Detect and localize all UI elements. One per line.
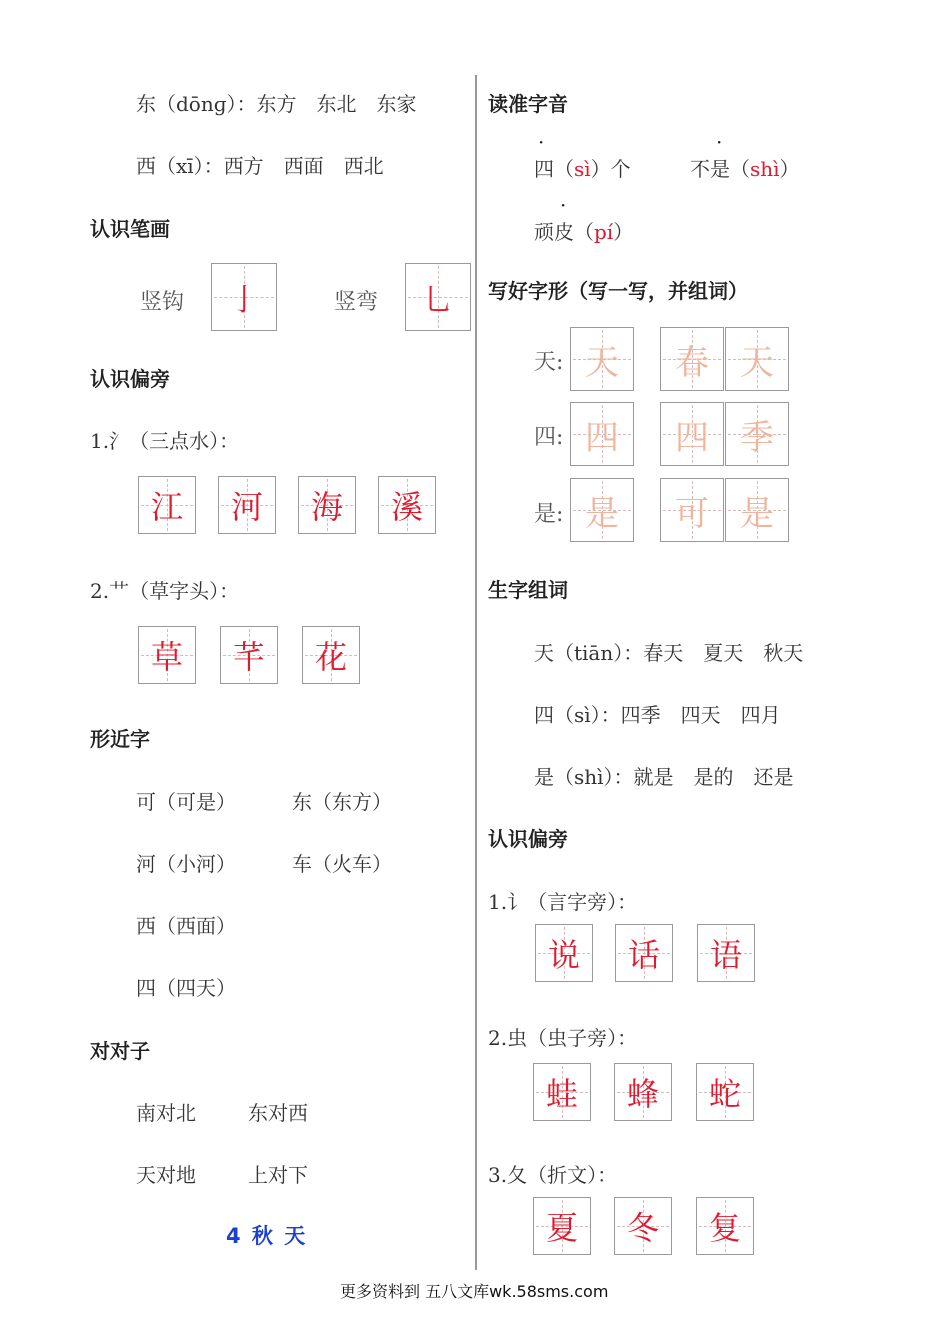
stroke2-box: 乚 bbox=[405, 263, 471, 331]
similar-item: 可（可是） bbox=[136, 790, 236, 814]
trace-box: 春 bbox=[660, 327, 724, 391]
pron3: 顽皮（pí） bbox=[534, 220, 634, 244]
trace-box: 天 bbox=[570, 327, 634, 391]
word-line: 四（sì）：四季 四天 四月 bbox=[534, 703, 781, 727]
word-line: 是（shì）：就是 是的 还是 bbox=[534, 765, 794, 789]
trace-box: 季 bbox=[725, 402, 789, 466]
similar-item: 西（西面） bbox=[136, 914, 236, 938]
radicals-heading-right: 认识偏旁 bbox=[488, 827, 568, 851]
dong-words: 东（dōnɡ）：东方 东北 东家 bbox=[136, 92, 417, 116]
stroke1-box: 亅 bbox=[211, 263, 277, 331]
char-box: 说 bbox=[535, 924, 593, 982]
char-box: 语 bbox=[697, 924, 755, 982]
pronounce-heading: 读准字音 bbox=[488, 92, 568, 116]
char-box: 河 bbox=[218, 476, 276, 534]
similar-heading: 形近字 bbox=[90, 727, 150, 751]
pron1: 四（sì）个 bbox=[534, 157, 631, 181]
similar-item: 河（小河） bbox=[136, 852, 236, 876]
pron2: 不是（shì） bbox=[690, 157, 800, 181]
trace-box: 可 bbox=[660, 478, 724, 542]
char-box: 蛇 bbox=[696, 1063, 754, 1121]
char-box: 草 bbox=[138, 626, 196, 684]
trace-box: 四 bbox=[570, 402, 634, 466]
emphasis-dot: · bbox=[716, 130, 723, 154]
radical-title: 1.讠（言字旁）： bbox=[488, 890, 638, 914]
word-line: 天（tiān）：春天 夏天 秋天 bbox=[534, 641, 804, 665]
char-box: 蜂 bbox=[614, 1063, 672, 1121]
trace-box: 是 bbox=[725, 478, 789, 542]
couplet-item: 上对下 bbox=[248, 1163, 308, 1187]
xi-words: 西（xī）：西方 西面 西北 bbox=[136, 154, 384, 178]
radicals-heading-left: 认识偏旁 bbox=[90, 367, 170, 391]
couplet-item: 天对地 bbox=[136, 1163, 196, 1187]
couplet-item: 南对北 bbox=[136, 1101, 196, 1125]
similar-item: 东（东方） bbox=[292, 790, 392, 814]
stroke1-label: 竖钩 bbox=[140, 290, 185, 315]
write-label: 天: bbox=[534, 350, 564, 375]
radical-title: 3.夂（折文）： bbox=[488, 1163, 618, 1187]
char-box: 江 bbox=[138, 476, 196, 534]
lesson-title: 4 秋 天 bbox=[226, 1224, 308, 1248]
radical-title: 2.虫（虫子旁）： bbox=[488, 1026, 638, 1050]
char-box: 复 bbox=[696, 1197, 754, 1255]
char-box: 溪 bbox=[378, 476, 436, 534]
emphasis-dot: · bbox=[538, 130, 545, 154]
couplet-heading: 对对子 bbox=[90, 1039, 150, 1063]
char-box: 话 bbox=[615, 924, 673, 982]
write-label: 是: bbox=[534, 502, 564, 527]
footer-source: 更多资料到 五八文库wk.58sms.com bbox=[340, 1282, 609, 1301]
char-box: 蛙 bbox=[533, 1063, 591, 1121]
strokes-heading: 认识笔画 bbox=[90, 217, 170, 241]
radical1-title: 1.氵（三点水）： bbox=[90, 429, 240, 453]
radical2-title: 2.艹（草字头）： bbox=[90, 579, 240, 603]
emphasis-dot: · bbox=[560, 193, 567, 217]
char-box: 夏 bbox=[533, 1197, 591, 1255]
couplet-item: 东对西 bbox=[248, 1101, 308, 1125]
char-box: 花 bbox=[302, 626, 360, 684]
char-box: 海 bbox=[298, 476, 356, 534]
stroke2-label: 竖弯 bbox=[334, 290, 379, 315]
write-heading: 写好字形（写一写，并组词） bbox=[488, 279, 748, 303]
column-divider bbox=[475, 75, 477, 1270]
similar-item: 车（火车） bbox=[292, 852, 392, 876]
trace-box: 四 bbox=[660, 402, 724, 466]
trace-box: 是 bbox=[570, 478, 634, 542]
words-heading: 生字组词 bbox=[488, 578, 568, 602]
write-label: 四: bbox=[534, 425, 564, 450]
trace-box: 天 bbox=[725, 327, 789, 391]
similar-item: 四（四天） bbox=[136, 976, 236, 1000]
char-box: 冬 bbox=[614, 1197, 672, 1255]
char-box: 芊 bbox=[220, 626, 278, 684]
